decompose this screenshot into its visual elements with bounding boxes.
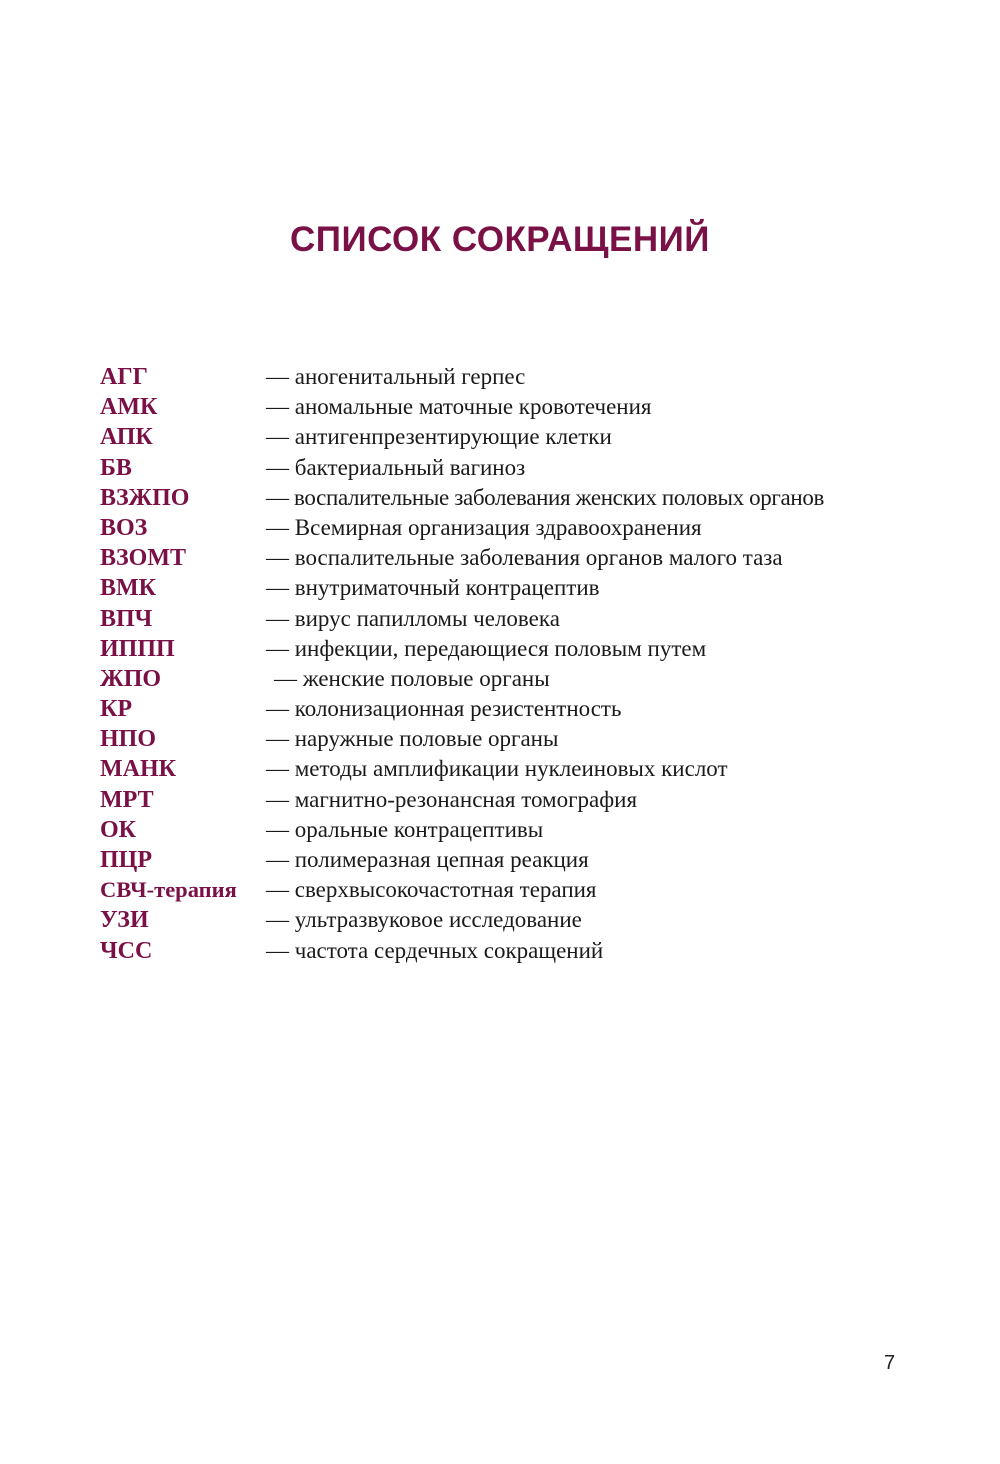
list-item: [100, 694, 920, 724]
abbreviation-definition: — наружные половые органы: [266, 726, 559, 752]
abbreviation-definition: — частота сердечных сокращений: [266, 937, 604, 963]
abbreviation-definition: — методы амплификации нуклеиновых кислот: [266, 756, 728, 782]
list-item: [100, 422, 920, 452]
list-item: [100, 785, 920, 815]
abbreviation-term: АМК: [100, 394, 158, 421]
list-item: [100, 543, 920, 573]
abbreviation-term: ВПЧ: [100, 605, 153, 632]
page-title: СПИСОК СОКРАЩЕНИЙ: [290, 220, 710, 259]
abbreviation-definition: — колонизационная резистентность: [266, 696, 622, 722]
abbreviation-term: АГГ: [100, 364, 148, 390]
abbreviation-term: СВЧ-терапия: [100, 877, 237, 903]
abbreviation-term: БВ: [100, 454, 132, 481]
abbreviation-term: ВЗЖПО: [100, 484, 190, 511]
abbreviation-list: [100, 362, 920, 966]
list-item: [100, 634, 920, 664]
abbreviation-term: КР: [100, 696, 133, 723]
abbreviation-definition: — аногенитальный герпес: [266, 364, 526, 389]
list-item: [100, 754, 920, 784]
abbreviation-term: ПЦР: [100, 847, 152, 873]
abbreviation-term: НПО: [100, 726, 157, 753]
abbreviation-term: УЗИ: [100, 907, 149, 934]
list-item: [100, 362, 920, 392]
abbreviation-term: АПК: [100, 424, 153, 451]
abbreviation-definition: — магнитно-резонансная томография: [266, 786, 638, 812]
list-item: [100, 845, 920, 875]
abbreviation-definition: — вирус папилломы человека: [266, 605, 560, 631]
abbreviation-definition: — антигенпрезентирующие клетки: [266, 424, 612, 450]
abbreviation-term: ВЗОМТ: [100, 545, 187, 572]
abbreviation-definition: — Всемирная организация здравоохранения: [266, 514, 702, 540]
abbreviation-definition: — полимеразная цепная реакция: [266, 847, 589, 872]
list-item: [100, 513, 920, 543]
list-item: [100, 664, 920, 694]
list-item: [100, 453, 920, 483]
abbreviation-definition: — женские половые органы: [274, 665, 550, 691]
abbreviation-definition: — инфекции, передающиеся половым путем: [266, 635, 707, 661]
abbreviation-term: ВМК: [100, 575, 157, 602]
abbreviation-definition: — оральные контрацептивы: [266, 816, 544, 842]
list-item: [100, 604, 920, 634]
abbreviation-definition: — сверхвысокочастотная терапия: [266, 877, 597, 903]
list-item: [100, 815, 920, 845]
abbreviation-definition: — бактериальный вагиноз: [266, 454, 526, 480]
abbreviation-term: ЖПО: [100, 665, 162, 692]
abbreviation-definition: — аномальные маточные кровотечения: [266, 394, 652, 420]
list-item: [100, 392, 920, 422]
list-item: [100, 936, 920, 966]
abbreviation-definition: — воспалительные заболевания органов малого таза: [266, 545, 783, 571]
page-number: 7: [884, 1352, 896, 1374]
list-item: [100, 724, 920, 754]
abbreviation-definition: — воспалительные заболевания женских половых органов: [266, 484, 824, 510]
abbreviation-definition: — внутриматочный контрацептив: [266, 575, 600, 601]
list-item: [100, 905, 920, 935]
abbreviation-term: ИППП: [100, 635, 175, 662]
list-item: [100, 483, 920, 513]
abbreviation-term: ВОЗ: [100, 514, 148, 541]
abbreviation-term: МАНК: [100, 756, 177, 783]
abbreviation-term: ЧСС: [100, 937, 153, 964]
abbreviation-definition: — ультразвуковое исследование: [266, 907, 582, 933]
abbreviation-term: МРТ: [100, 786, 154, 813]
abbreviation-term: ОК: [100, 816, 137, 843]
list-item: [100, 875, 920, 905]
list-item: [100, 573, 920, 603]
